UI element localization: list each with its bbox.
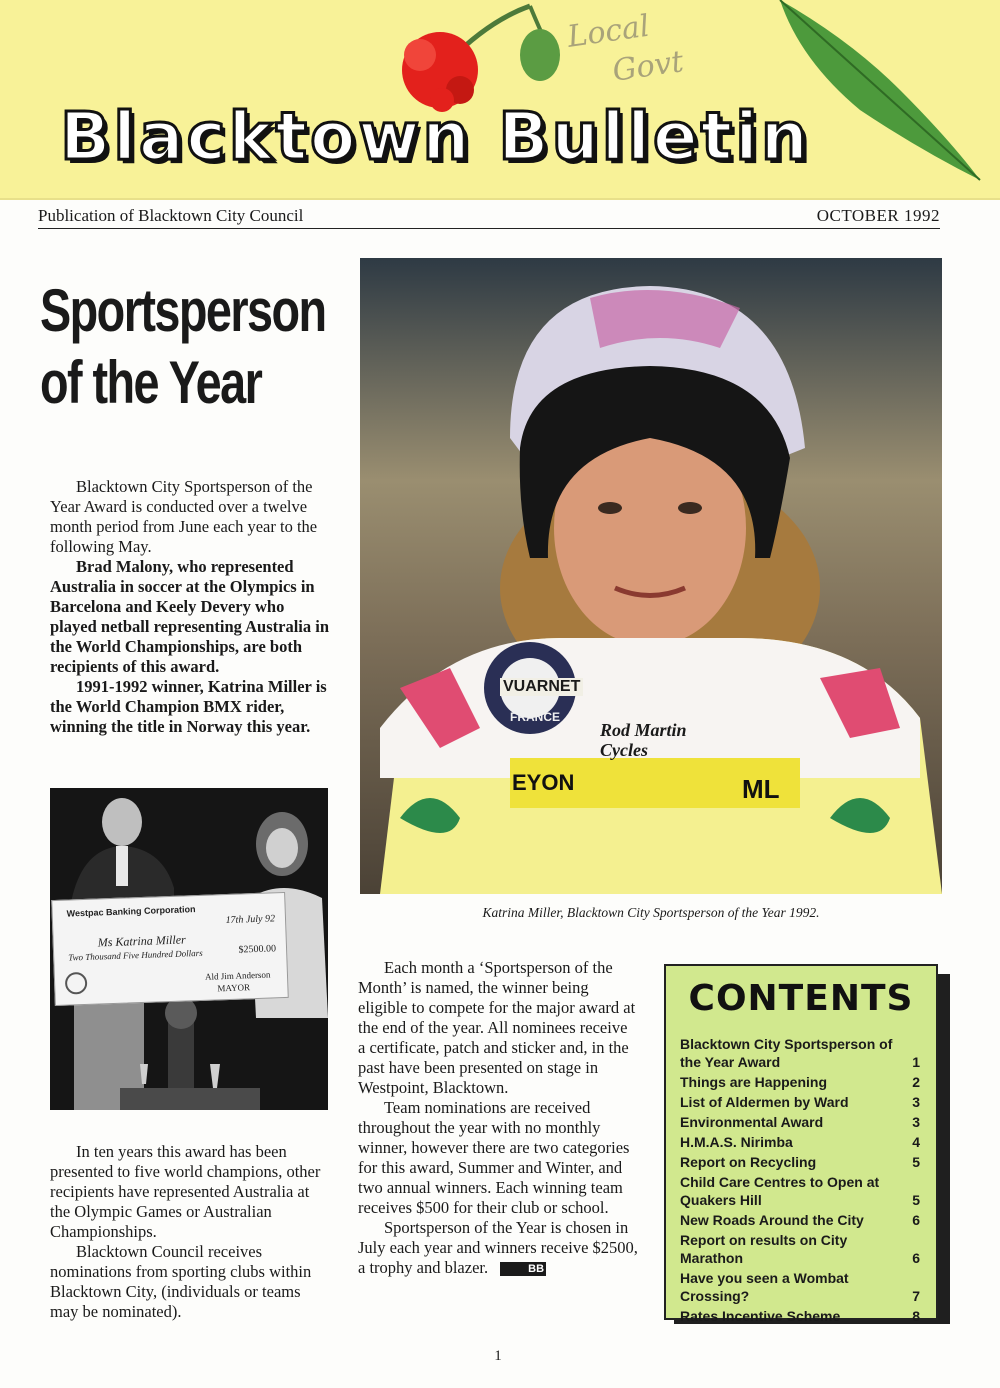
cheque-payee: Ms Katrina Miller [97,932,186,950]
left-column-text [50,1142,330,1322]
contents-box [664,964,938,1324]
publication-line [38,206,940,229]
masthead [0,0,1000,200]
end-mark-icon: BB [500,1262,546,1276]
issue-date: OCTOBER 1992 [816,206,940,225]
jersey-text: EYON [512,770,575,795]
cheque [51,892,289,1006]
jersey-text: ML [742,774,780,804]
intro-text [50,477,330,737]
cheque-amount-words: Two Thousand Five Hundred Dollars [68,947,203,963]
jersey-sponsor-text: Rod Martin Cycles [600,720,687,760]
contents-list [666,1035,936,1325]
intro-paragraph: 1991-1992 winner, Katrina Miller is the World Champion BMX rider, winning the title in Norway this year. [50,677,327,736]
contents-item[interactable]: Environmental Award 3 [680,1114,920,1130]
contents-item[interactable]: Things are Happening 2 [680,1074,920,1090]
handwritten-note: Local Govt [565,8,686,89]
jersey-brand-text: VUARNET [500,678,583,696]
cheque-presentation-photo [50,788,328,1110]
contents-item[interactable]: H.M.A.S. Nirimba 4 [680,1134,920,1150]
contents-item[interactable]: Report on Recycling 5 [680,1154,920,1170]
article-paragraph: Team nominations are received throughout the year with no monthly winner, however there are two categories for this award, Summer and Winter, and two annual winners. Each winning team receives $500 for their club or school. [358,1098,630,1217]
masthead-title: Blacktown Bulletin [60,98,811,175]
katrina-miller-photo [360,258,942,894]
page-number: 1 [494,1348,502,1364]
contents-item[interactable]: Blacktown City Sportsperson of the Year Award 1 [680,1036,920,1070]
article-headline: Sportsperson of the Year [40,277,326,416]
gum-nut-icon [520,29,560,81]
contents-item[interactable]: New Roads Around the City 6 [680,1212,920,1228]
contents-item[interactable]: Report on results on City Marathon 6 [680,1232,920,1266]
contents-item[interactable]: Have you seen a Wombat Crossing? 7 [680,1270,920,1304]
intro-paragraph: Brad Malony, who represented Australia in soccer at the Olympics in Barcelona and Keely Devery who played netball representing Australia in the World Championships, are both recipients of this award. [50,557,330,676]
cheque-bank: Westpac Banking Corporation [66,904,196,919]
contents-title: CONTENTS [688,978,914,1019]
cheque-date: 17th July 92 [225,913,276,927]
jersey-brand-country: FRANCE [510,710,560,724]
contents-item[interactable]: Child Care Centres to Open at Quakers Hill 5 [680,1174,920,1208]
article-paragraph: Sportsperson of the Year is chosen in July each year and winners receive $2500, a trophy and blazer. BB [358,1218,638,1277]
middle-column-text [358,958,638,1278]
cheque-amount: $2500.00 [238,943,277,956]
article-paragraph: In ten years this award has been presented to five world champions, other recipients have represented Australia at the Olympic Games or Australian Championships. [50,1142,321,1241]
contents-item[interactable]: List of Aldermen by Ward 3 [680,1094,920,1110]
council-seal-icon [65,972,88,995]
article-paragraph: Blacktown Council receives nominations from sporting clubs within Blacktown City, (individuals or teams may be nominated). [50,1242,312,1321]
intro-paragraph: Blacktown City Sportsperson of the Year Award is conducted over a twelve month period from June each year to the following May. [50,477,318,556]
article-paragraph: Each month a ‘Sportsperson of the Month’ is named, the winner being eligible to compete for the major award at the end of the year. All nominees receive a certificate, patch and sticker and, in the past have been presented on stage in Westpoint, Blacktown. [358,958,636,1097]
photo-caption: Katrina Miller, Blacktown City Sportsperson of the Year 1992. [482,905,820,920]
publisher: Publication of Blacktown City Council [38,206,304,225]
contents-item[interactable]: Rates Incentive Scheme 8 [680,1308,920,1324]
cheque-signatory: Ald Jim Anderson [204,969,271,982]
cheque-signatory-title: MAYOR [217,982,251,994]
